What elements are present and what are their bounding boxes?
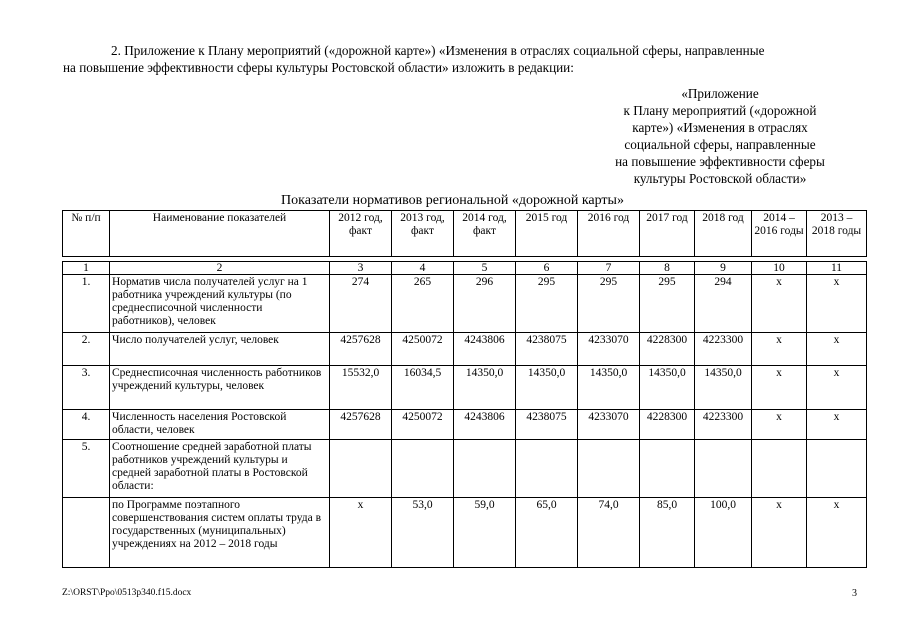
row-number: 2.	[63, 333, 110, 366]
header-cell: 2013 год, факт	[392, 211, 454, 257]
header-cell: 2018 год	[695, 211, 752, 257]
column-number: 4	[392, 262, 454, 275]
row-number	[63, 498, 110, 568]
appendix-header	[590, 85, 850, 187]
row-number: 1.	[63, 275, 110, 333]
appendix-line: «Приложение	[681, 86, 759, 101]
value-cell	[330, 440, 392, 498]
file-path: Z:\ORST\Ppo\0513p340.f15.docx	[62, 588, 192, 598]
column-number-row	[63, 262, 867, 275]
value-cell: х	[807, 366, 867, 410]
indicator-name: Среднесписочная численность работников учреждений культуры, человек	[110, 366, 330, 410]
appendix-line: карте») «Изменения в отраслях	[632, 120, 808, 135]
intro-line-1: 2. Приложение к Плану мероприятий («дорожной карте») «Изменения в отраслях социальной сферы, направленные	[111, 43, 765, 58]
value-cell: 65,0	[516, 498, 578, 568]
value-cell: 4238075	[516, 410, 578, 440]
value-cell: 4243806	[454, 333, 516, 366]
value-cell: 14350,0	[695, 366, 752, 410]
column-number: 6	[516, 262, 578, 275]
value-cell: х	[752, 333, 807, 366]
value-cell	[695, 440, 752, 498]
value-cell: 14350,0	[578, 366, 640, 410]
appendix-line: к Плану мероприятий («дорожной	[623, 103, 817, 118]
appendix-line: культуры Ростовской области»	[633, 171, 807, 186]
value-cell: 85,0	[640, 498, 695, 568]
header-cell: 2015 год	[516, 211, 578, 257]
value-cell: 4223300	[695, 333, 752, 366]
column-number: 10	[752, 262, 807, 275]
column-number: 2	[110, 262, 330, 275]
table-row	[63, 498, 867, 568]
header-cell: Наименование показателей	[110, 211, 330, 257]
page-number: 3	[852, 588, 857, 599]
table-row	[63, 275, 867, 333]
value-cell: 295	[578, 275, 640, 333]
table-row	[63, 410, 867, 440]
value-cell: х	[330, 498, 392, 568]
header-cell: № п/п	[63, 211, 110, 257]
header-cell: 2016 год	[578, 211, 640, 257]
value-cell: 15532,0	[330, 366, 392, 410]
value-cell: х	[752, 275, 807, 333]
indicator-name: Численность населения Ростовской области, человек	[110, 410, 330, 440]
value-cell: 4250072	[392, 410, 454, 440]
value-cell: 16034,5	[392, 366, 454, 410]
table-row	[63, 366, 867, 410]
value-cell	[392, 440, 454, 498]
value-cell: 4228300	[640, 410, 695, 440]
table-row	[63, 440, 867, 498]
value-cell: 4250072	[392, 333, 454, 366]
table-header-row	[63, 211, 867, 257]
intro-paragraph	[63, 42, 863, 76]
value-cell	[752, 440, 807, 498]
header-cell: 2014 год, факт	[454, 211, 516, 257]
value-cell: 4233070	[578, 410, 640, 440]
value-cell: 4243806	[454, 410, 516, 440]
header-cell: 2014 – 2016 годы	[752, 211, 807, 257]
column-number: 11	[807, 262, 867, 275]
value-cell: х	[807, 333, 867, 366]
header-cell: 2013 – 2018 годы	[807, 211, 867, 257]
value-cell	[516, 440, 578, 498]
value-cell	[640, 440, 695, 498]
value-cell: 295	[516, 275, 578, 333]
row-number: 4.	[63, 410, 110, 440]
indicators-table	[62, 210, 867, 568]
indicator-name: Соотношение средней заработной платы работников учреждений культуры и средней заработной платы в Ростовской области:	[110, 440, 330, 498]
appendix-line: социальной сферы, направленные	[624, 137, 816, 152]
value-cell	[454, 440, 516, 498]
value-cell: 4223300	[695, 410, 752, 440]
value-cell: 4233070	[578, 333, 640, 366]
column-number: 9	[695, 262, 752, 275]
value-cell	[578, 440, 640, 498]
value-cell: 4257628	[330, 333, 392, 366]
value-cell: 294	[695, 275, 752, 333]
value-cell: 14350,0	[640, 366, 695, 410]
value-cell: 53,0	[392, 498, 454, 568]
value-cell: 14350,0	[454, 366, 516, 410]
table-row	[63, 333, 867, 366]
value-cell: х	[807, 498, 867, 568]
value-cell: 274	[330, 275, 392, 333]
header-cell: 2012 год, факт	[330, 211, 392, 257]
value-cell: х	[752, 498, 807, 568]
column-number: 8	[640, 262, 695, 275]
value-cell: 4228300	[640, 333, 695, 366]
indicator-name: Норматив числа получателей услуг на 1 работника учреждений культуры (по среднесписочной численности работников), человек	[110, 275, 330, 333]
value-cell: 265	[392, 275, 454, 333]
value-cell: х	[807, 410, 867, 440]
value-cell: 4257628	[330, 410, 392, 440]
column-number: 5	[454, 262, 516, 275]
value-cell: 14350,0	[516, 366, 578, 410]
appendix-line: на повышение эффективности сферы	[615, 154, 825, 169]
row-number: 5.	[63, 440, 110, 498]
value-cell: х	[752, 366, 807, 410]
value-cell: 59,0	[454, 498, 516, 568]
indicator-name: Число получателей услуг, человек	[110, 333, 330, 366]
indicator-name: по Программе поэтапного совершенствования систем оплаты труда в государственных (муниципальных) учреждениях на 2012 – 2018 годы	[110, 498, 330, 568]
value-cell: 74,0	[578, 498, 640, 568]
value-cell: х	[807, 275, 867, 333]
value-cell: 4238075	[516, 333, 578, 366]
table-title: Показатели нормативов региональной «дорожной карты»	[281, 193, 624, 208]
column-number: 1	[63, 262, 110, 275]
value-cell: 296	[454, 275, 516, 333]
column-number: 7	[578, 262, 640, 275]
row-number: 3.	[63, 366, 110, 410]
header-cell: 2017 год	[640, 211, 695, 257]
intro-line-2: на повышение эффективности сферы культуры Ростовской области» изложить в редакции:	[63, 60, 574, 75]
value-cell: 100,0	[695, 498, 752, 568]
value-cell: 295	[640, 275, 695, 333]
value-cell: х	[752, 410, 807, 440]
value-cell	[807, 440, 867, 498]
column-number: 3	[330, 262, 392, 275]
